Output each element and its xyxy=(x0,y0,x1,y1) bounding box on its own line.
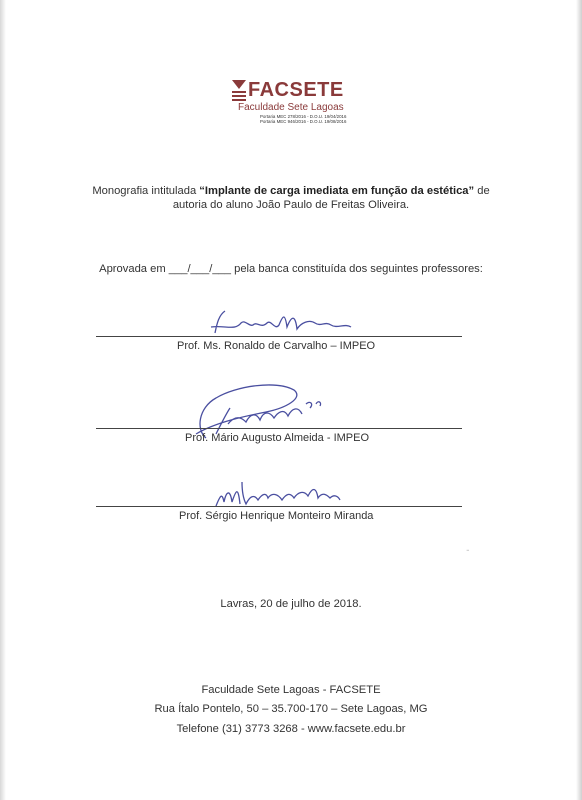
logo-subtitle: Faculdade Sete Lagoas xyxy=(238,102,344,113)
stray-mark: ᐨ xyxy=(466,547,470,557)
intro-pre: Monografia intitulada xyxy=(92,185,200,197)
logo-brand: FACSETE xyxy=(248,79,344,101)
page-edge-left xyxy=(0,0,6,800)
facsete-logo xyxy=(232,78,352,122)
professor-3-name: Prof. Sérgio Henrique Monteiro Miranda xyxy=(179,510,374,522)
author-line: autoria do aluno João Paulo de Freitas Oliveira. xyxy=(172,199,410,211)
professor-1-name: Prof. Ms. Ronaldo de Carvalho – IMPEO xyxy=(177,340,376,352)
intro-post: de xyxy=(474,185,490,197)
professor-2-name: Prof. Mário Augusto Almeida - IMPEO xyxy=(185,432,370,444)
signature-line-3 xyxy=(96,506,462,507)
footer-address: Rua Ítalo Pontelo, 50 – 35.700-170 – Sete Lagoas, MG xyxy=(154,703,428,715)
intro-line xyxy=(0,185,582,197)
signature-line-2 xyxy=(96,428,462,429)
signature-line-1 xyxy=(96,336,462,337)
date-line: Lavras, 20 de julho de 2018. xyxy=(220,598,362,610)
footer-contact: Telefone (31) 3773 3268 - www.facsete.edu.br xyxy=(176,723,406,735)
page-edge-right xyxy=(576,0,582,800)
footer-institution: Faculdade Sete Lagoas - FACSETE xyxy=(201,684,381,696)
portaria-line-2: Portaria MEC 946/2016 - D.O.U. 19/08/2016 xyxy=(260,119,347,124)
approved-line: Aprovada em ___/___/___ pela banca constituída dos seguintes professores: xyxy=(99,263,483,275)
monograph-title: “Implante de carga imediata em função da estética” xyxy=(199,185,475,197)
portaria-line-1: Portaria MEC 278/2016 - D.O.U. 19/04/2016 xyxy=(260,114,347,119)
facsete-mark-icon xyxy=(232,80,246,102)
